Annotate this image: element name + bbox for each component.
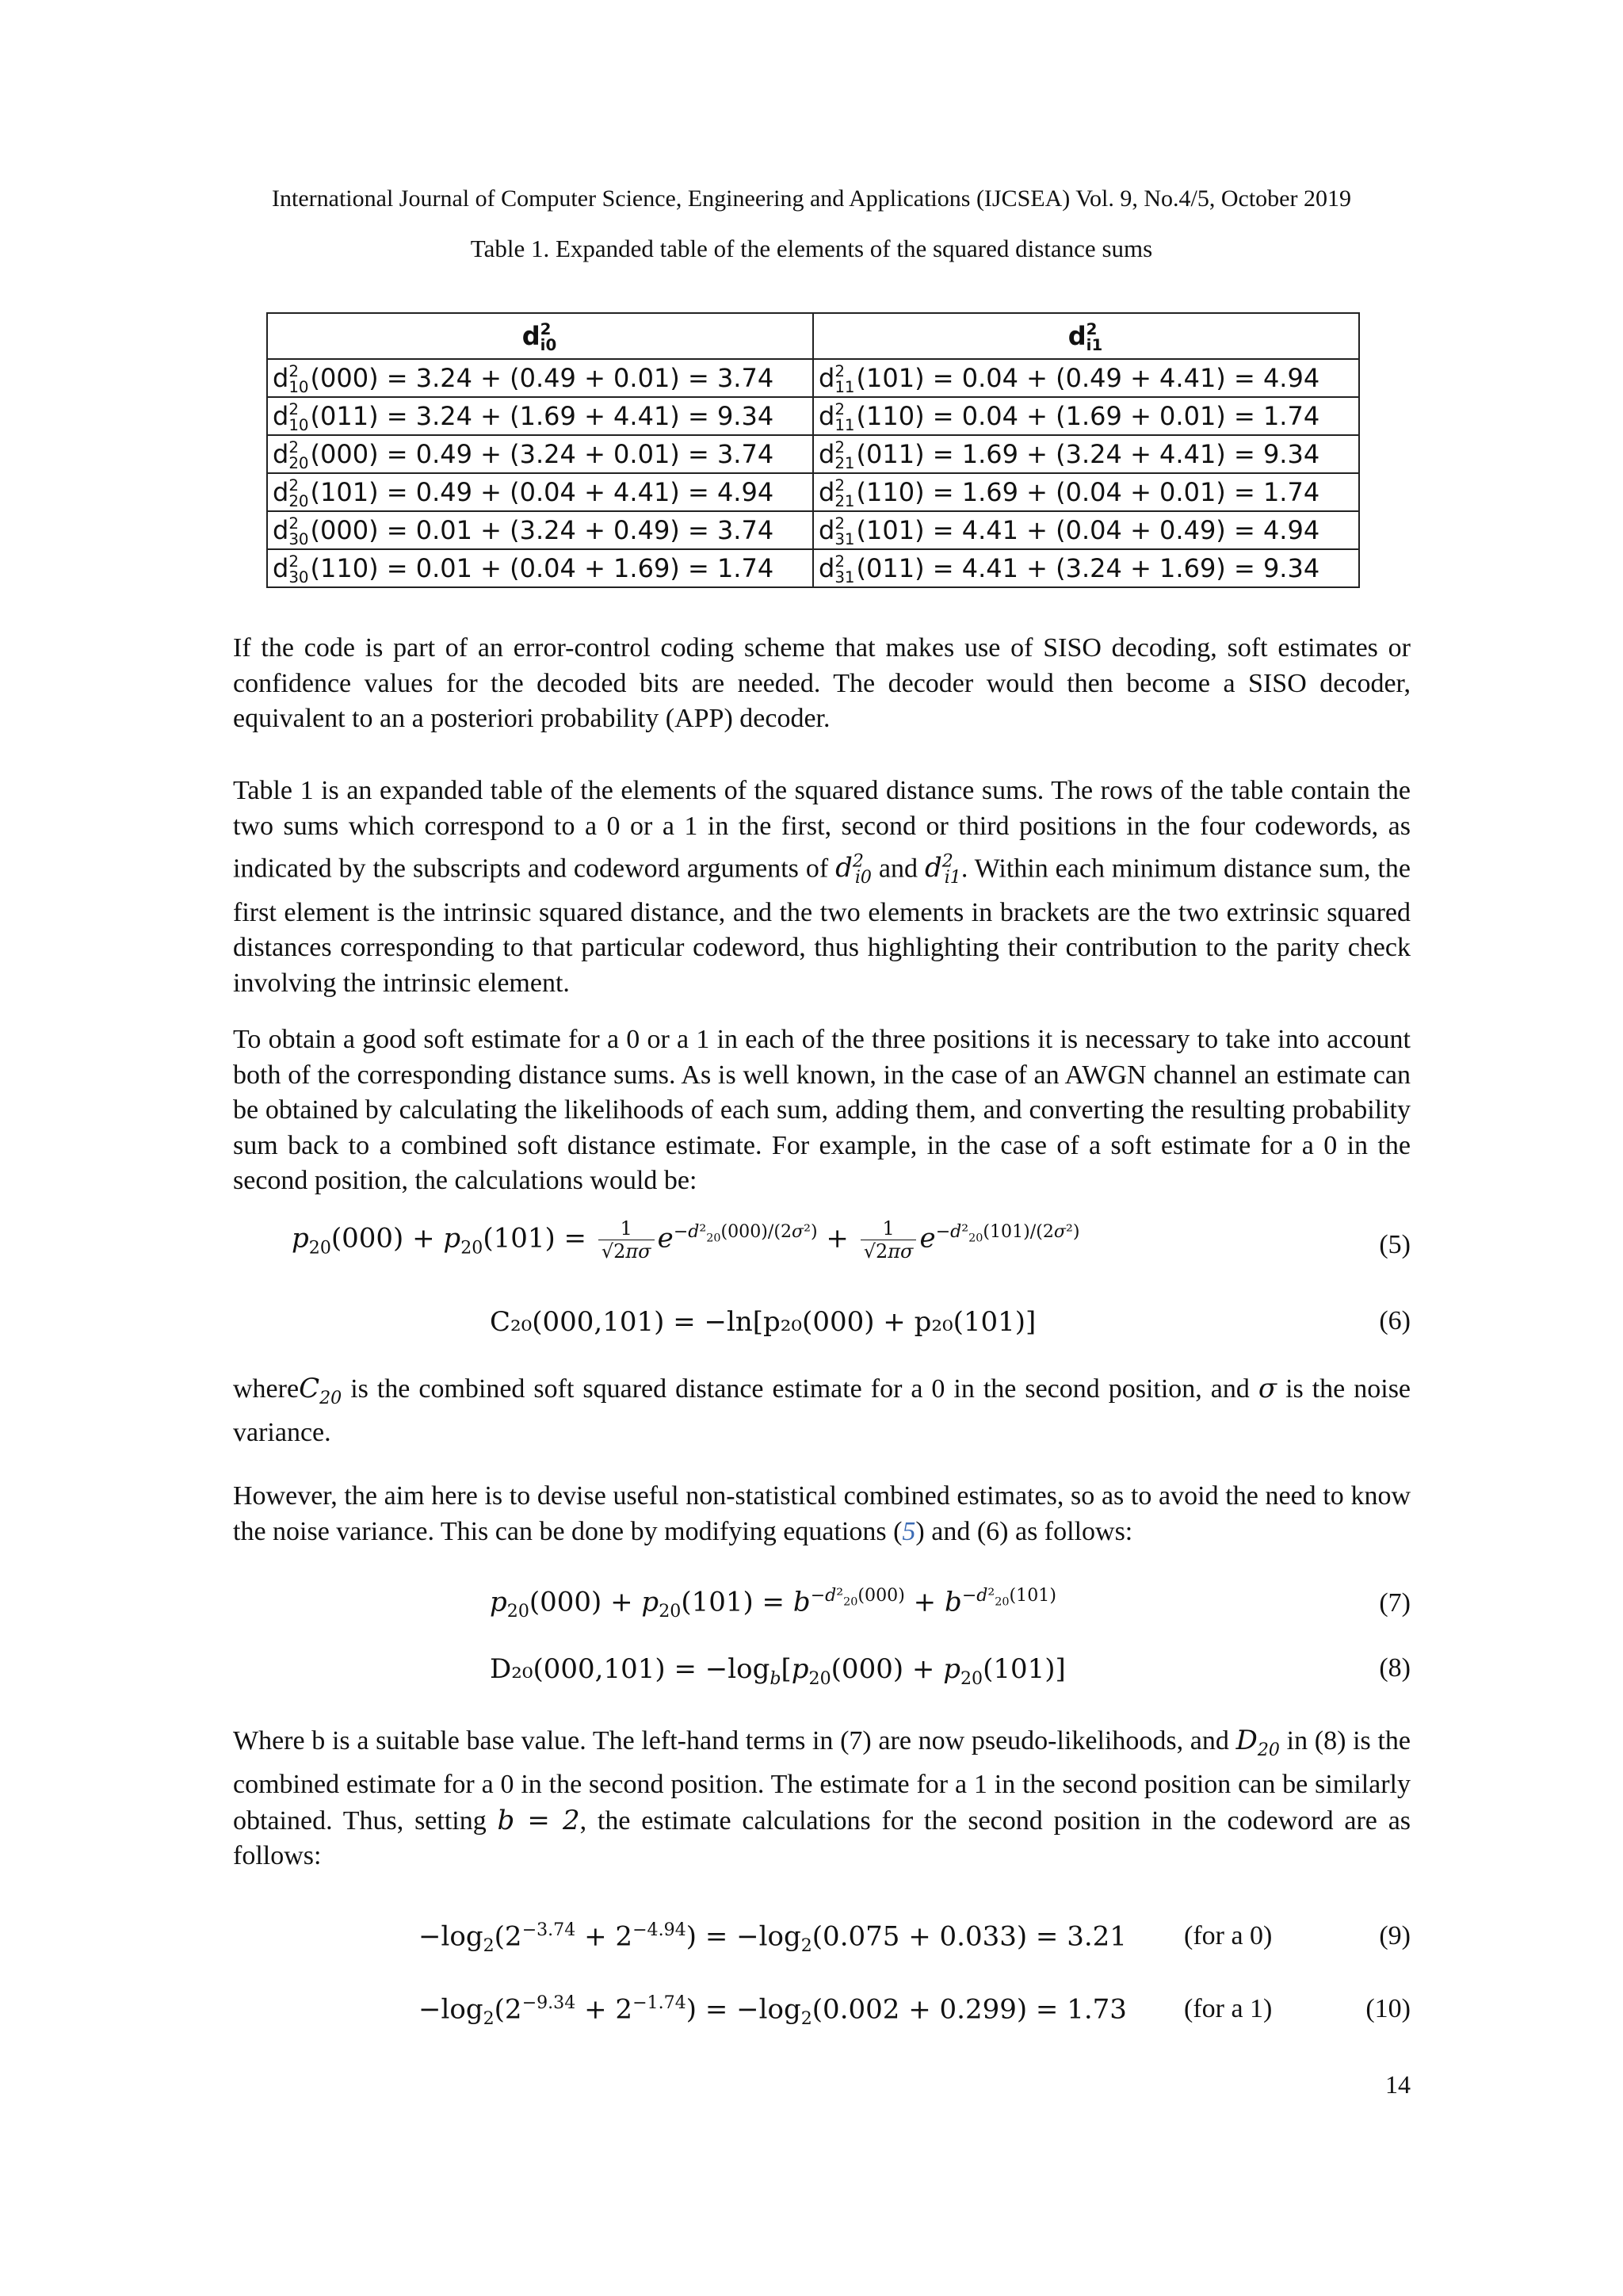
equation-reference-link[interactable]: 5 xyxy=(902,1516,916,1546)
equation-10: $-\log_2(2^{-9.34} + 2^{-1.74}) = -\log_2(0.002 + 0.299) = 1.73$ xyxy=(418,1992,1127,2030)
table-row xyxy=(267,473,1359,511)
equation-8: $D_{20}(000,101) = -\log_b[p_{20}(000) + p_{20}(101)]$ xyxy=(490,1653,1066,1689)
table-cell: d 2 20 (000) = 0.49 + (3.24 + 0.01) = 3.74 xyxy=(267,435,813,473)
paragraph-base-value: Where b is a suitable base value. The left-hand terms in (7) are now pseudo-likelihoods, and $D_{20}$ in (8) is the combined estimate for a 0 in the second position. The estimate for a 1 in the second position can be similarly obtained. Thus, setting b = 2, the estimate calculations for the second position in the codeword are as follows: xyxy=(233,1725,1411,1871)
equation-number-7: (7) xyxy=(1379,1588,1411,1618)
table-row xyxy=(267,549,1359,587)
column-header-di0: d 2 i0 xyxy=(267,313,813,359)
page-number: 14 xyxy=(1385,2070,1411,2099)
table-cell: d 2 11 (101) = 0.04 + (0.49 + 4.41) = 4.94 xyxy=(813,359,1359,397)
table-cell: d 2 11 (110) = 0.04 + (1.69 + 0.01) = 1.74 xyxy=(813,397,1359,435)
table-row xyxy=(267,435,1359,473)
table-header-row xyxy=(267,313,1359,359)
table-cell: d 2 21 (011) = 1.69 + (3.24 + 4.41) = 9.34 xyxy=(813,435,1359,473)
table-cell: d 2 30 (110) = 0.01 + (0.04 + 1.69) = 1.74 xyxy=(267,549,813,587)
table-row xyxy=(267,511,1359,549)
table-cell: d 2 30 (000) = 0.01 + (3.24 + 0.49) = 3.74 xyxy=(267,511,813,549)
equation-number-9: (9) xyxy=(1379,1921,1411,1950)
table-cell: d 2 31 (101) = 4.41 + (0.04 + 0.49) = 4.94 xyxy=(813,511,1359,549)
equation-10-note: (for a 1) xyxy=(1184,1994,1273,2023)
table-cell: d 2 10 (011) = 3.24 + (1.69 + 4.41) = 9.34 xyxy=(267,397,813,435)
equation-9: $-\log_2(2^{-3.74} + 2^{-4.94}) = -\log_2(0.075 + 0.033) = 3.21$ xyxy=(418,1920,1127,1957)
paragraph-table-description: Table 1 is an expanded table of the elements of the squared distance sums. The rows of the table contain the two sums which correspond to a 0 or a 1 in the first, second or third positions in the four codewords, as indicated by the subscripts and codeword arguments of $d^2_{i0}$ and $d^2_{i1}$. Within each minimum distance sum, the first element is the intrinsic squared distance, and the two elements in brackets are the two extrinsic squared distances corresponding to that particular codeword, thus highlighting their contribution to the parity check involving the intrinsic element. xyxy=(233,776,1411,998)
paragraph-siso: If the code is part of an error-control coding scheme that makes use of SISO decoding, soft estimates or confidence values for the decoded bits are needed. The decoder would then become a SISO decoder, equivalent to an a posteriori probability (APP) decoder. xyxy=(233,633,1411,733)
table-cell: d 2 21 (110) = 1.69 + (0.04 + 0.01) = 1.74 xyxy=(813,473,1359,511)
equation-number-5: (5) xyxy=(1379,1230,1411,1259)
paragraph-soft-estimate: To obtain a good soft estimate for a 0 or a 1 in each of the three positions it is necessary to take into account both of the corresponding distance sums. As is well known, in the case of an AWGN channel an estimate can be obtained by calculating the likelihoods of each sum, adding them, and converting the resulting probability sum back to a combined soft distance estimate. For example, in the case of a soft estimate for a 0 in the second position, the calculations would be: xyxy=(233,1025,1411,1195)
journal-header: International Journal of Computer Science, Engineering and Applications (IJCSEA) Vol. 9, No.4/5, October 2019 xyxy=(272,185,1351,212)
equation-9-note: (for a 0) xyxy=(1184,1921,1273,1950)
column-header-di1: d 2 i1 xyxy=(813,313,1359,359)
equation-number-10: (10) xyxy=(1365,1994,1411,2023)
paragraph-non-statistical: However, the aim here is to devise useful non-statistical combined estimates, so as to avoid the need to know the noise variance. This can be done by modifying equations (5) and (6) as follows: xyxy=(233,1481,1411,1546)
table-cell: d 2 31 (011) = 4.41 + (3.24 + 1.69) = 9.34 xyxy=(813,549,1359,587)
table-cell: d 2 10 (000) = 3.24 + (0.49 + 0.01) = 3.74 xyxy=(267,359,813,397)
distance-sums-table xyxy=(266,312,1360,588)
table-row xyxy=(267,359,1359,397)
equation-7: $p_{20}(000) + p_{20}(101) = b^{-d^2_{20}(000)} + b^{-d^2_{20}(101)}$ xyxy=(490,1585,1056,1622)
paragraph-where: whereC$_{20}$ is the combined soft squared distance estimate for a 0 in the second position, and σ is the noise variance. xyxy=(233,1373,1411,1448)
equation-5: $p_{20}(000) + p_{20}(101)$ = $\frac{1}{√2\pi\sigma}$ $e^{-d^2_{20}(000)/(2\sigma^2)}$ + $\frac{1}{√2\pi\sigma}$ $e^{-d^2_{20}(101)/(2\sigma^2)}$ xyxy=(292,1217,1080,1263)
equation-number-8: (8) xyxy=(1379,1653,1411,1683)
table-cell: d 2 20 (101) = 0.49 + (0.04 + 4.41) = 4.94 xyxy=(267,473,813,511)
table-row xyxy=(267,397,1359,435)
table-caption: Table 1. Expanded table of the elements of the squared distance sums xyxy=(470,235,1153,262)
equation-6: C₂₀(000,101) = −ln[p₂₀(000) + p₂₀(101)] xyxy=(490,1306,1037,1338)
equation-number-6: (6) xyxy=(1379,1306,1411,1335)
